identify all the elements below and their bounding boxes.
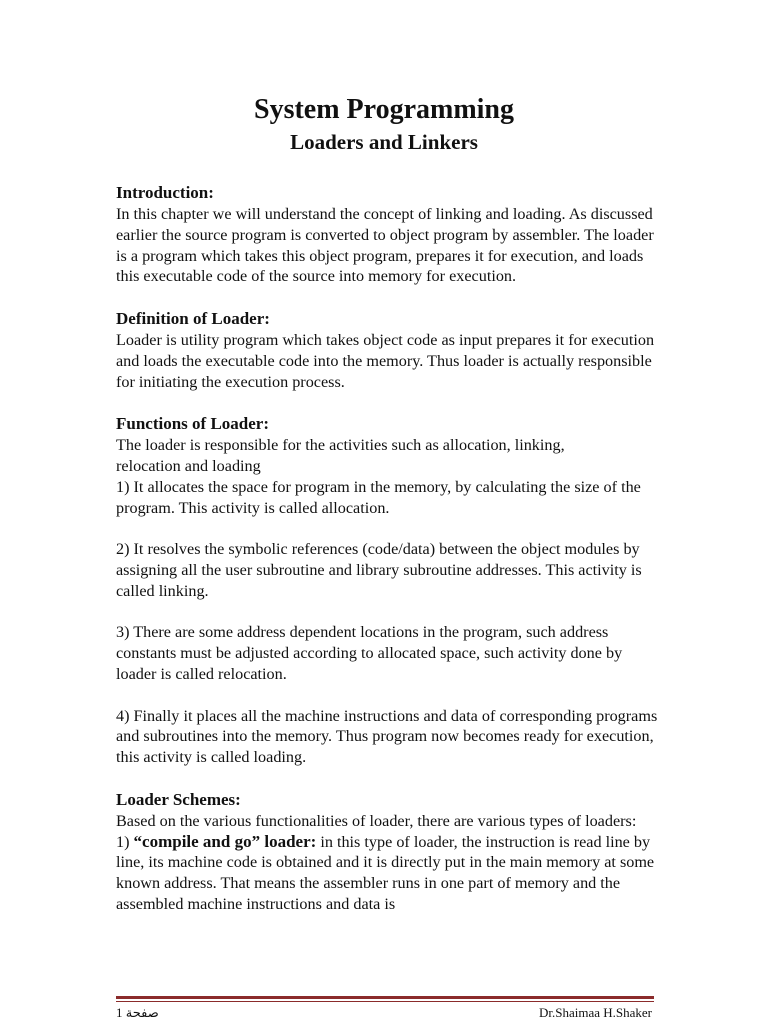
schemes-intro: Based on the various functionalities of loader, there are various types of loaders: xyxy=(116,811,637,830)
footer-author: Dr.Shaimaa H.Shaker xyxy=(538,1005,652,1020)
document-subtitle: Loaders and Linkers xyxy=(290,130,478,154)
spacer xyxy=(116,518,661,539)
document-body xyxy=(116,182,661,915)
introduction-heading: Introduction: xyxy=(116,183,214,202)
schemes-item-compile-and-go xyxy=(116,832,661,915)
functions-item-allocation: 1) It allocates the space for program in the memory, by calculating the size of the program. This activity is called allocation. xyxy=(116,477,641,517)
spacer xyxy=(116,392,661,413)
functions-item-loading: 4) Finally it places all the machine instructions and data of corresponding programs and subroutines into the memory. Thus program now becomes ready for execution, this activity is called loading. xyxy=(116,706,658,767)
schemes-item-term: “compile and go” loader: xyxy=(133,831,317,851)
functions-item-linking: 2) It resolves the symbolic references (code/data) between the object modules by assigning all the user subroutine and library subroutine addresses. This activity is called linking. xyxy=(116,540,642,600)
footer-rule-thick xyxy=(116,996,654,999)
spacer xyxy=(116,768,661,789)
spacer xyxy=(116,685,661,706)
schemes-heading: Loader Schemes: xyxy=(116,789,241,809)
definition-heading: Definition of Loader: xyxy=(116,308,270,328)
functions-heading: Functions of Loader: xyxy=(116,414,269,434)
spacer xyxy=(116,602,661,623)
footer-page-number: صفحة 1 xyxy=(116,1005,159,1020)
footer-rule-thin xyxy=(116,1001,654,1002)
schemes-item-number: 1) xyxy=(116,832,134,851)
document-title: System Programming xyxy=(254,94,514,125)
functions-intro-line2: relocation and loading xyxy=(116,456,261,475)
definition-paragraph: Loader is utility program which takes object code as input prepares it for execution and loads the executable code into the memory. Thus loader is actually responsible for initiating the execution process. xyxy=(116,330,655,391)
functions-item-relocation: 3) There are some address dependent locations in the program, such address constants must be adjusted according to allocated space, such activity done by loader is called relocation. xyxy=(116,623,623,683)
spacer xyxy=(116,287,661,308)
schemes-item-text: in this type of loader, the instruction is read line by line, its machine code is obtained and it is directly put in the main memory at some known address. That means the assembler runs in one part of memory and the assembled machine instructions and data is xyxy=(116,832,655,913)
functions-intro-line1: The loader is responsible for the activities such as allocation, linking, xyxy=(116,436,565,455)
introduction-paragraph: In this chapter we will understand the concept of linking and loading. As discussed earlier the source program is converted to object program by assembler. The loader is a program which takes this object program, prepares it for execution, and loads this executable code of the source into memory for execution. xyxy=(116,205,654,286)
